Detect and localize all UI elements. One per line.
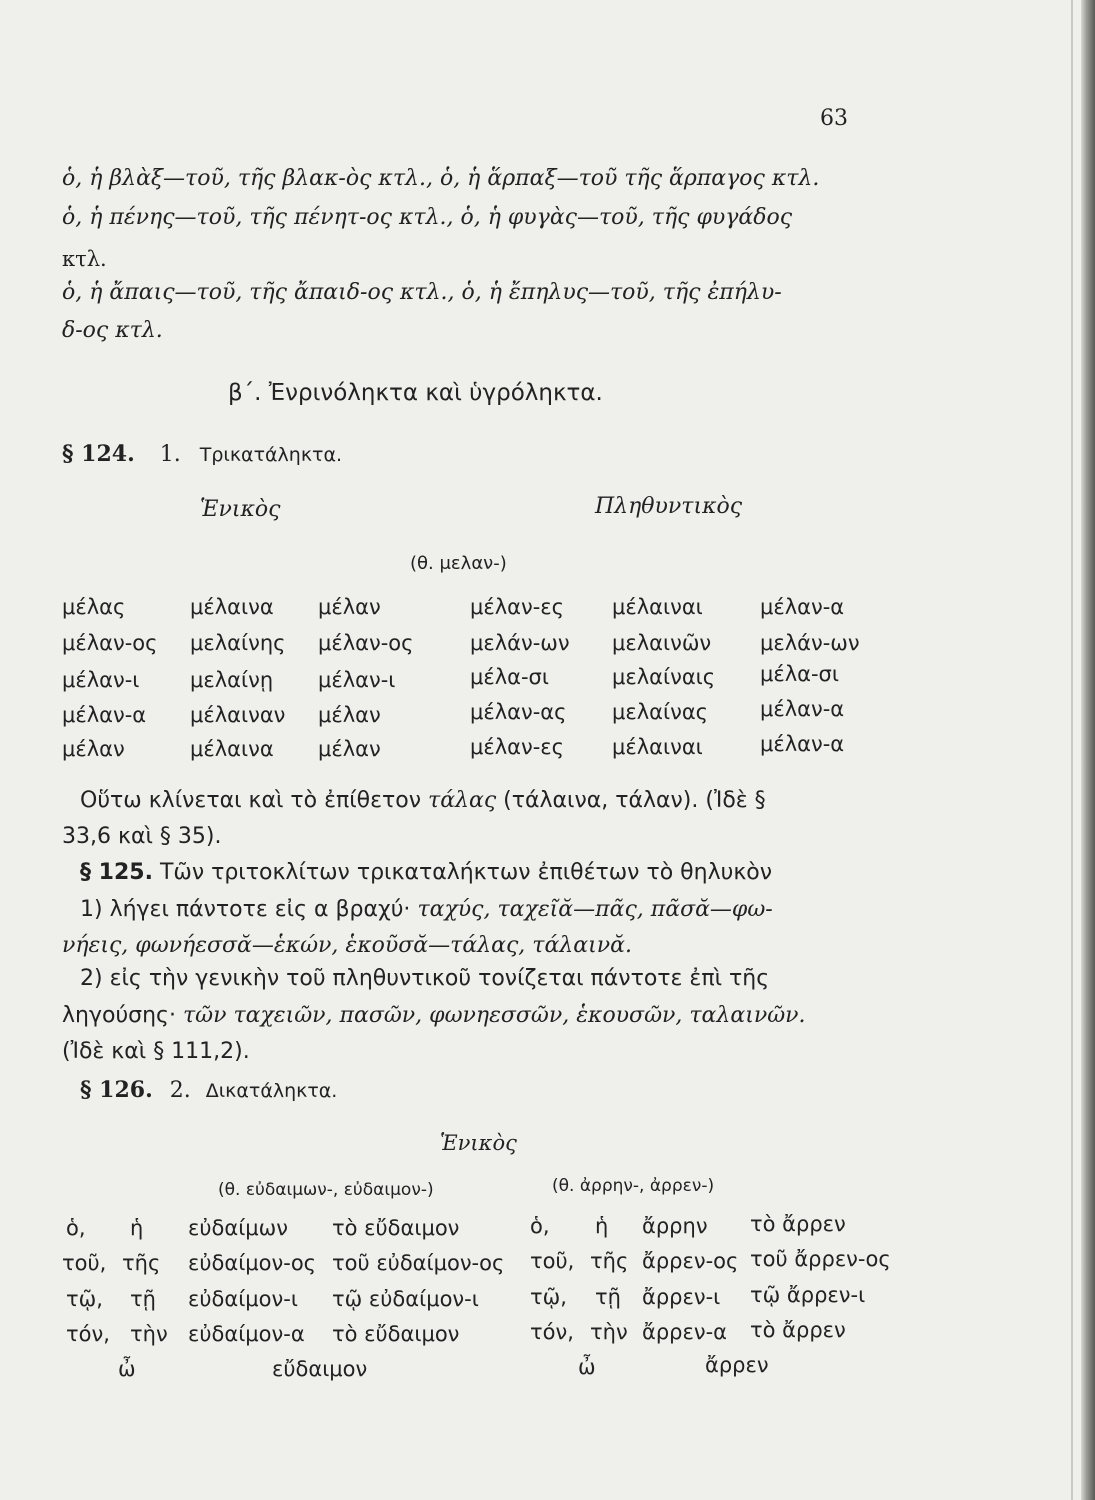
text-run-italic: τάλας [428,788,497,813]
table-cell: μελάν-ων [470,631,570,655]
table-cell: μέλαν-ι [62,668,140,692]
table-cell: μέλαιναι [612,735,703,759]
table-cell: τὸ ἄρρεν [750,1318,846,1342]
table-cell: μέλαν-ος [318,631,414,655]
text-run: 1) λήγει πάντοτε εἰς α βραχύ· [80,897,418,922]
table-cell: τὸ εὔδαιμον [332,1216,460,1240]
table-cell: τὴν [590,1320,628,1344]
section-124-heading [62,441,342,467]
section-125-line: 2) εἰς τὴν γενικὴν τοῦ πληθυντικοῦ τονίζεται πάντοτε ἐπὶ τῆς [80,966,770,991]
table-cell: μελαίνῃ [190,668,274,692]
table-cell: μέλαιναι [612,595,703,619]
table-cell: μελαίνας [612,700,708,724]
intro-line: κτλ. [62,247,107,271]
table-cell: ὁ, [530,1214,550,1238]
text-run-italic: τῶν ταχειῶν, πασῶν, φωνηεσσῶν, ἑκουσῶν, ταλαινῶν. [182,1003,806,1028]
table-cell: μέλαν [318,595,381,619]
intro-line: ὁ, ἡ πένης—τοῦ, τῆς πένητ-ος κτλ., ὁ, ἡ φυγὰς—τοῦ, τῆς φυγάδος [62,205,793,230]
table-cell: τῆς [122,1251,161,1275]
table-cell: εὐδαίμον-ος [188,1251,316,1275]
table-cell: τῷ εὐδαίμον-ι [332,1287,479,1311]
table-cell: ἄρρεν-α [642,1320,728,1344]
intro-line: δ-ος κτλ. [62,318,163,343]
table-cell: μέλαν-α [760,595,845,619]
table-cell: ἄρρεν-ι [642,1285,721,1309]
section-sub: 2. [169,1078,191,1103]
table-cell: μέλαν-α [760,732,845,756]
table-cell: ἄρρεν-ος [642,1249,739,1273]
table-cell: μέλαινα [190,737,274,761]
stem-label-left: (θ. εὐδαιμων-, εὐδαιμον-) [218,1180,434,1200]
table-cell: ἄρρην [642,1214,708,1238]
page-number: 63 [820,106,848,131]
table-cell: τόν, [530,1320,574,1344]
section-125-line: νήεις, φωνήεσσᾰ—ἑκών, ἑκοῦσᾰ—τάλας, τάλαινᾰ. [62,933,632,958]
intro-line: ὁ, ἡ ἄπαις—τοῦ, τῆς ἄπαιδ-ος κτλ., ὁ, ἡ ἔπηλυς—τοῦ, τῆς ἐπήλυ- [62,280,782,305]
table-cell: εὐδαίμον-ι [188,1287,298,1311]
table-cell: τῷ, [530,1285,567,1309]
table-cell: ὦ [118,1357,136,1381]
column-header-singular: Ἑνικὸς [200,497,281,522]
stem-label: (θ. μελαν-) [410,553,507,574]
table-cell: τὸ ἄρρεν [750,1212,846,1236]
paragraph-line: 33,6 καὶ § 35). [62,824,222,849]
page-fold-line [1071,0,1073,1500]
table-cell: τοῦ ἄρρεν-ος [750,1247,891,1271]
table-cell: τῇ [595,1285,621,1309]
section-125-line [62,1003,806,1028]
text-run-italic: ταχύς, ταχεῖᾰ—πᾶς, πᾶσᾰ—φω- [417,897,773,922]
table-cell: ὁ, [66,1216,86,1240]
table-cell: εὐδαίμων [188,1216,288,1240]
table-cell: ἡ [130,1216,144,1240]
table-cell: μέλαν-ος [62,631,158,655]
table-cell: μέλαινα [190,595,274,619]
section-125-line: (Ἰδὲ καὶ § 111,2). [62,1039,250,1064]
section-number: § 124. [62,441,135,467]
table-cell: μέλαν-ας [470,700,567,724]
section-125-line [80,897,773,922]
table-cell: τοῦ, [62,1251,107,1275]
text-run: Τῶν τριτοκλίτων τρικαταλήκτων ἐπιθέτων τὸ θηλυκὸν [159,860,773,885]
table-cell: τὴν [130,1322,168,1346]
table-cell: τοῦ, [530,1249,575,1273]
table-cell: τῇ [130,1287,156,1311]
table-cell: μέλαν [62,737,125,761]
section-title: Δικατάληκτα. [205,1080,338,1102]
text-run: Οὕτω κλίνεται καὶ τὸ ἐπίθετον [80,788,429,813]
table-cell: τὸ εὔδαιμον [332,1322,460,1346]
table-cell: μέλαν-α [62,703,147,727]
table-cell: ἄρρεν [705,1353,769,1377]
column-header-singular: Ἑνικὸς [440,1131,517,1155]
section-125-line [80,860,772,885]
table-cell: μελαίνης [190,631,286,655]
intro-line: ὁ, ἡ βλὰξ—τοῦ, τῆς βλακ-ὸς κτλ., ὁ, ἡ ἅρπαξ—τοῦ τῆς ἅρπαγος κτλ. [62,166,820,191]
table-cell: μέλαν-ες [470,595,564,619]
table-cell: ἡ [595,1214,609,1238]
section-number: § 125. [80,860,153,885]
table-cell: μέλα-σι [760,662,839,686]
table-cell: μελαινῶν [612,631,712,655]
table-cell: τοῦ εὐδαίμον-ος [332,1251,505,1275]
table-cell: εὐδαίμον-α [188,1322,305,1346]
table-cell: μέλας [62,595,126,619]
table-cell: μέλαιναν [190,703,286,727]
table-cell: μέλαν-ες [470,735,564,759]
table-cell: μέλαν [318,703,381,727]
table-cell: τόν, [66,1322,110,1346]
table-cell: τῷ ἄρρεν-ι [750,1283,866,1307]
table-cell: ὦ [578,1355,596,1379]
table-cell: μελάν-ων [760,631,860,655]
column-header-plural: Πληθυντικὸς [595,494,743,519]
table-cell: εὔδαιμον [272,1357,368,1381]
table-cell: μέλα-σι [470,665,549,689]
table-cell: μέλαν [318,737,381,761]
table-cell: μέλαν-ι [318,668,396,692]
stem-label-right: (θ. ἀρρην-, ἀρρεν-) [552,1176,715,1196]
section-title: Τρικατάληκτα. [199,444,343,466]
page-edge [1081,0,1095,1500]
text-run: ληγούσης· [62,1003,183,1028]
table-cell: μελαίναις [612,665,716,689]
paragraph-line [80,788,766,813]
section-sub: 1. [159,442,181,467]
table-cell: μέλαν-α [760,697,845,721]
section-heading: β΄. Ἐνρινόληκτα καὶ ὑγρόληκτα. [228,380,603,406]
section-number: § 126. [80,1077,153,1103]
section-126-heading [80,1077,337,1103]
table-cell: τῆς [590,1249,629,1273]
table-cell: τῷ, [66,1287,103,1311]
text-run: (τάλαινα, τάλαν). (Ἰδὲ § [496,788,766,813]
